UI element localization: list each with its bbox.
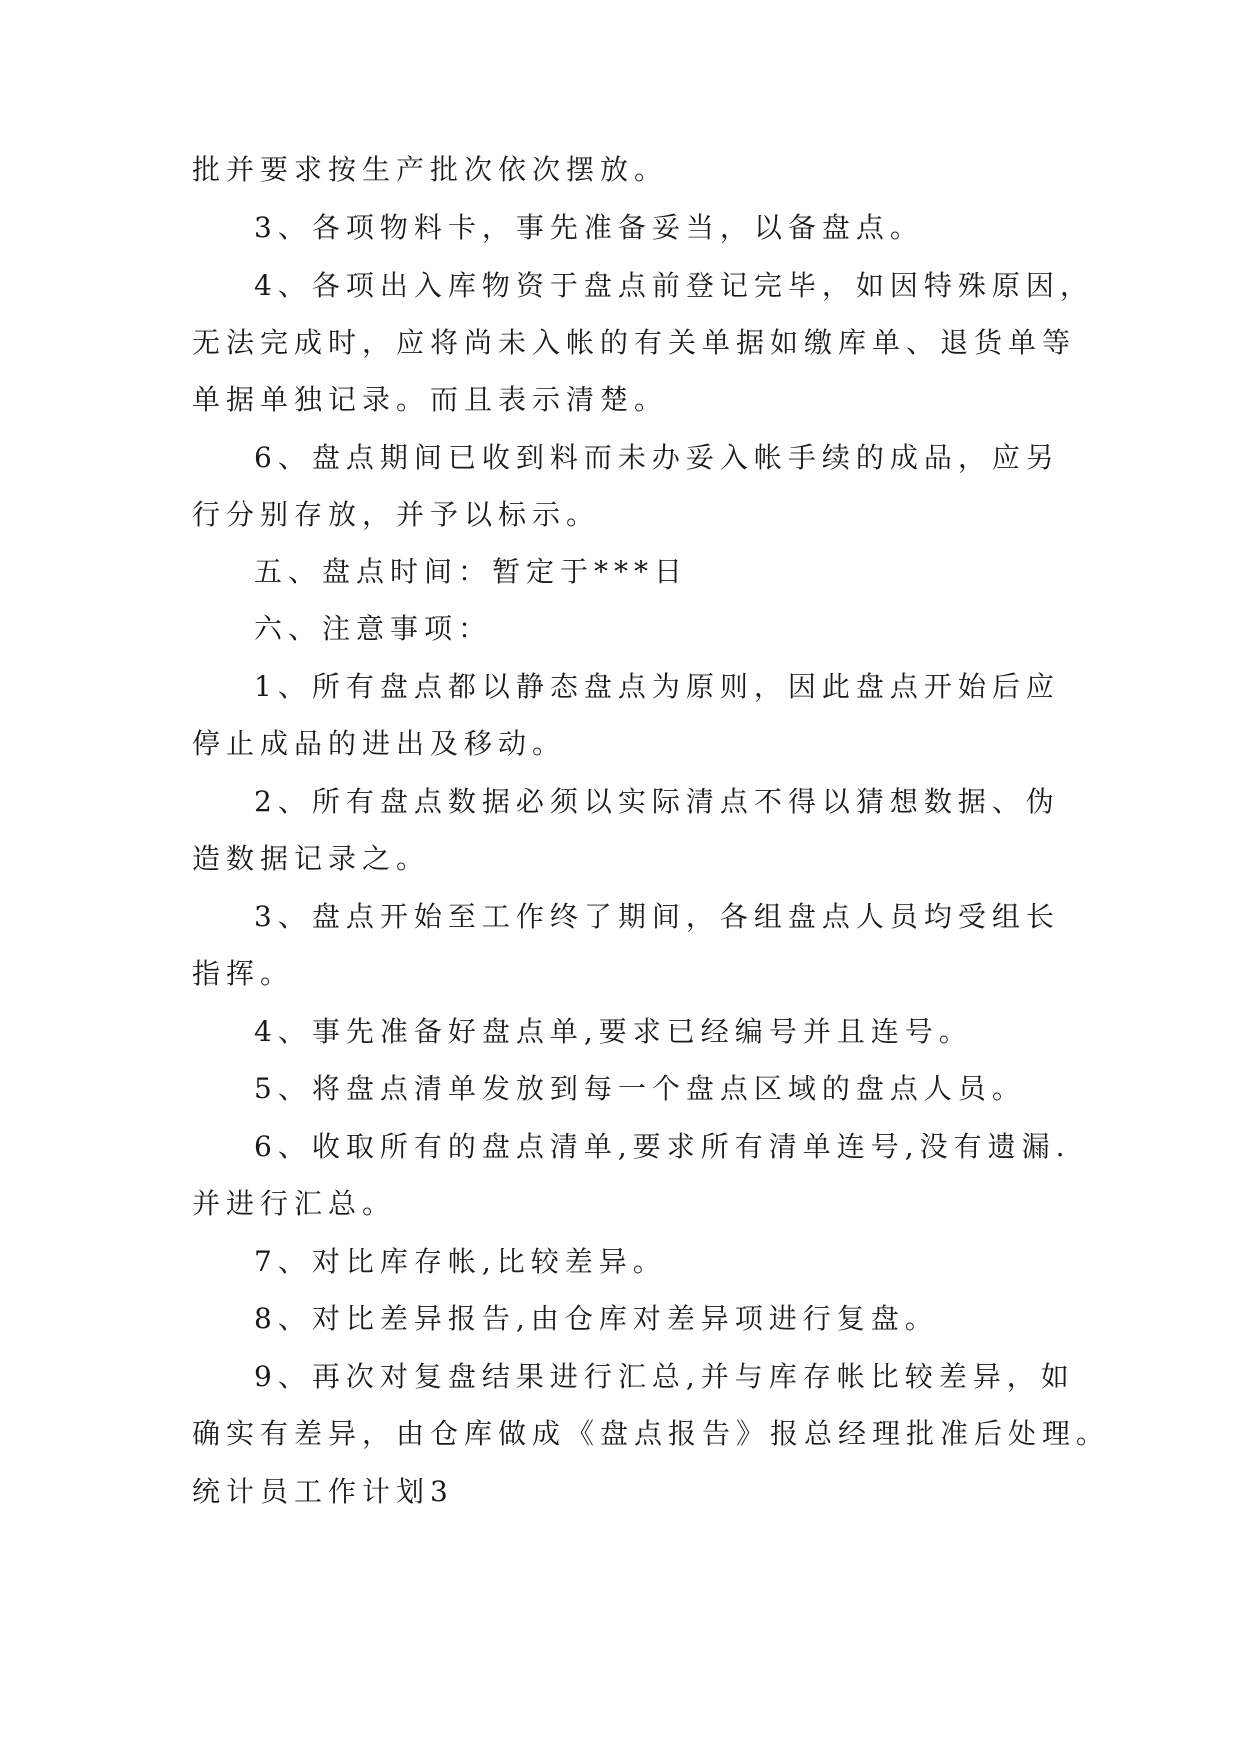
paragraph-line: 9、再次对复盘结果进行汇总,并与库存帐比较差异，如 bbox=[254, 1360, 1075, 1393]
paragraph-line: 批并要求按生产批次依次摆放。 bbox=[192, 153, 669, 186]
paragraph-line: 3、盘点开始至工作终了期间，各组盘点人员均受组长 bbox=[254, 900, 1060, 933]
paragraph-line: 8、对比差异报告,由仓库对差异项进行复盘。 bbox=[254, 1302, 939, 1335]
paragraph-line: 7、对比库存帐,比较差异。 bbox=[254, 1245, 667, 1278]
paragraph-line: 指挥。 bbox=[192, 957, 295, 990]
section-heading: 六、注意事项： bbox=[254, 612, 493, 645]
paragraph-line: 2、所有盘点数据必须以实际清点不得以猜想数据、伪 bbox=[254, 785, 1060, 818]
section-title: 统计员工作计划3 bbox=[192, 1475, 454, 1508]
paragraph-line: 1、所有盘点都以静态盘点为原则，因此盘点开始后应 bbox=[254, 670, 1060, 703]
paragraph-line: 行分别存放，并予以标示。 bbox=[192, 498, 601, 531]
paragraph-line: 造数据记录之。 bbox=[192, 842, 431, 875]
paragraph-line: 停止成品的进出及移动。 bbox=[192, 727, 567, 760]
paragraph-line: 无法完成时，应将尚未入帐的有关单据如缴库单、退货单等 bbox=[192, 326, 1077, 359]
paragraph-line: 4、事先准备好盘点单,要求已经编号并且连号。 bbox=[254, 1015, 973, 1048]
section-heading: 五、盘点时间：暂定于***日 bbox=[254, 555, 689, 588]
paragraph-line: 4、各项出入库物资于盘点前登记完毕，如因特殊原因， bbox=[254, 269, 1094, 302]
paragraph-line: 确实有差异，由仓库做成《盘点报告》报总经理批准后处理。 bbox=[192, 1417, 1111, 1450]
paragraph-line: 6、盘点期间已收到料而未办妥入帐手续的成品，应另 bbox=[254, 441, 1060, 474]
paragraph-line: 5、将盘点清单发放到每一个盘点区域的盘点人员。 bbox=[254, 1072, 1026, 1105]
paragraph-line: 并进行汇总。 bbox=[192, 1187, 397, 1220]
paragraph-line: 单据单独记录。而且表示清楚。 bbox=[192, 383, 669, 416]
paragraph-line: 6、收取所有的盘点清单,要求所有清单连号,没有遗漏. bbox=[254, 1130, 1071, 1163]
paragraph-line: 3、各项物料卡，事先准备妥当，以备盘点。 bbox=[254, 211, 924, 244]
